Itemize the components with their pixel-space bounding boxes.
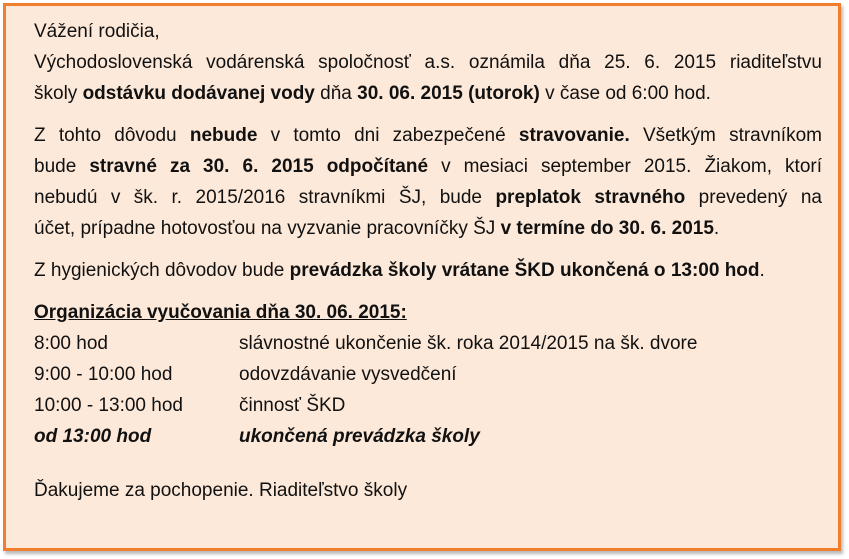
p2-bold: nebude <box>189 125 258 146</box>
p1-line-2 <box>34 78 838 109</box>
p2-bold: stravovanie. <box>518 125 630 146</box>
schedule-time: 8:00 hod <box>34 333 108 354</box>
schedule-row <box>34 359 838 390</box>
p2-text: v mesiaci september 2015. Žiakom, ktorí <box>428 156 822 177</box>
p1-text: dňa <box>314 83 358 104</box>
p2-text: Všetkým stravníkom <box>629 125 822 146</box>
p3-line <box>34 255 838 286</box>
p1-text: v čase od 6:00 hod. <box>539 83 711 104</box>
p1-line-1: Východoslovenská vodárenská spoločnosť a.s. oznámila dňa 25. 6. 2015 riaditeľstvu <box>34 52 822 73</box>
schedule-activity: činnosť ŠKD <box>239 395 346 416</box>
p2-line-3 <box>34 182 822 213</box>
p2-line-1 <box>34 120 822 151</box>
schedule-time: od 13:00 hod <box>34 426 152 447</box>
p1-bold-date: 30. 06. 2015 (utorok) <box>357 83 540 104</box>
schedule-time: 9:00 - 10:00 hod <box>34 364 173 385</box>
p3-text: Z hygienických dôvodov bude <box>34 260 290 281</box>
p1-bold-outage: odstávku dodávanej vody <box>82 83 315 104</box>
p2-line-2 <box>34 151 822 182</box>
schedule-activity: slávnostné ukončenie šk. roka 2014/2015 na šk. dvore <box>239 333 698 354</box>
p2-text: prevedený na <box>685 187 822 208</box>
p2-line-4 <box>34 213 838 244</box>
p2-text: Z tohto dôvodu <box>34 125 190 146</box>
p2-bold: v termíne do 30. 6. 2015 <box>500 218 714 239</box>
schedule-row <box>34 421 838 452</box>
schedule-row <box>34 328 838 359</box>
p2-bold: preplatok stravného <box>495 187 686 208</box>
p2-text: bude <box>34 156 90 177</box>
p2-text: v tomto dni zabezpečené <box>257 125 519 146</box>
greeting: Vážení rodičia, <box>34 21 160 42</box>
p3-text: . <box>759 260 765 281</box>
p3-bold: prevádzka školy vrátane ŠKD ukončená o 13:00 hod <box>289 260 760 281</box>
schedule-time: 10:00 - 13:00 hod <box>34 395 183 416</box>
p2-text: . <box>713 218 720 239</box>
notice-box <box>3 3 841 551</box>
p2-bold: stravné za 30. 6. 2015 odpočítané <box>89 156 429 177</box>
p2-text: nebudú v šk. r. 2015/2016 stravníkmi ŠJ, bude <box>34 187 496 208</box>
schedule-row <box>34 390 838 421</box>
closing-line: Ďakujeme za pochopenie. Riaditeľstvo školy <box>34 480 408 501</box>
p1-text: školy <box>34 83 83 104</box>
schedule-heading: Organizácia vyučovania dňa 30. 06. 2015: <box>34 302 407 323</box>
schedule-activity: odovzdávanie vysvedčení <box>239 364 457 385</box>
schedule-activity: ukončená prevádzka školy <box>239 426 480 447</box>
p2-text: účet, prípadne hotovosťou na vyzvanie pracovníčky ŠJ <box>34 218 501 239</box>
